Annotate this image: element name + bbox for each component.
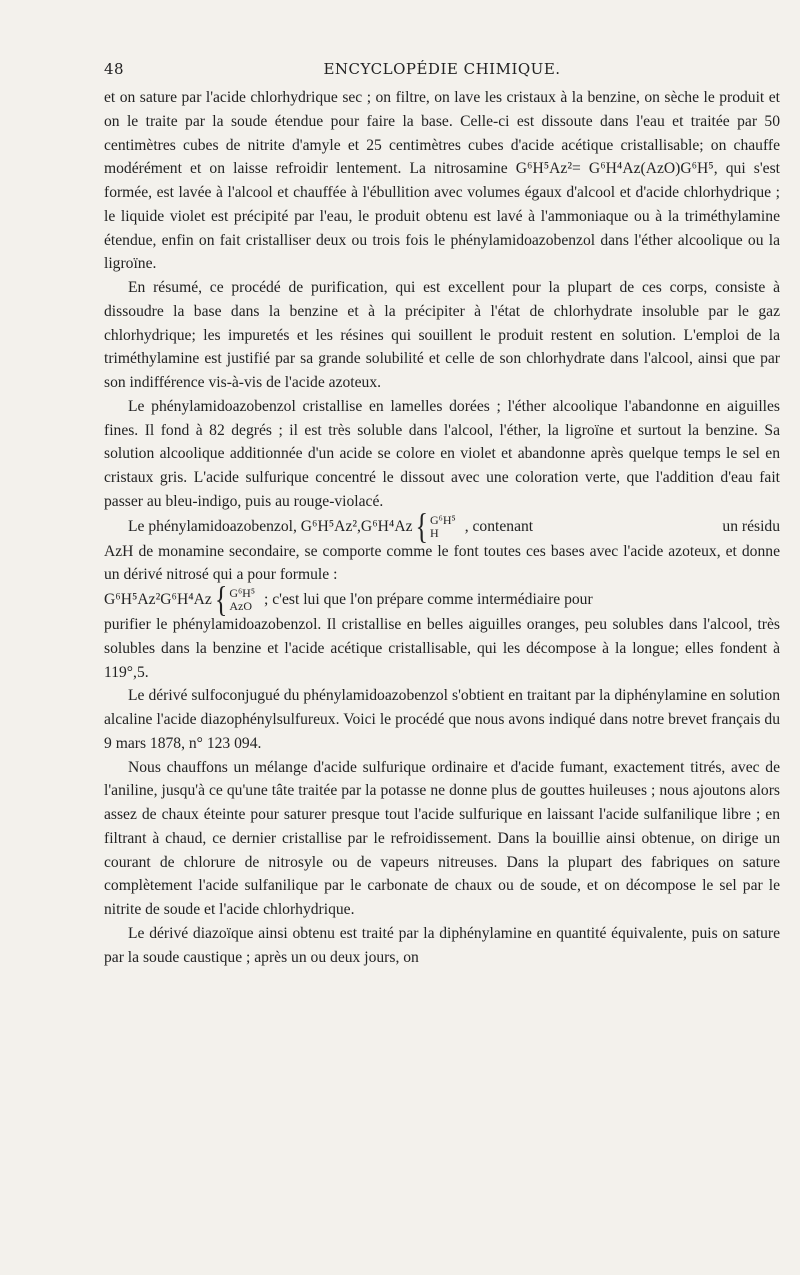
formula-line-1-tail-b: un résidu — [722, 517, 780, 535]
formula-2-stack — [229, 587, 255, 613]
formula-1-stack-bottom: H — [430, 525, 439, 540]
brace-icon: { — [415, 505, 428, 547]
paragraph-7: Nous chauffons un mélange d'acide sulfurique ordinaire et d'acide fumant, exactement titrés, avec de l'aniline, jusqu'à ce qu'une tâte traitée par la potasse ne donne plus de gouttes huileuses ; nous ajoutons alors assez de chaux éteinte pour saturer presque tout l'acide sulfurique en laissant l'acide sulfanilique libre ; en filtrant à chaud, ce dernier cristallise par le refroidissement. Dans la bouillie ainsi obtenue, on dirige un courant de chlorure de nitrosyle ou de vapeurs nitreuses. Dans la plupart des fabriques on sature complètement l'acide sulfanilique par le carbonate de chaux ou de soude, et on décompose le sel par le nitrite de soude et l'acide chlorhydrique. — [104, 758, 780, 918]
formula-line-1-tail-a: , contenant — [464, 517, 534, 535]
paragraph-8: Le dérivé diazoïque ainsi obtenu est traité par la diphénylamine en quantité équivalente, puis on sature par la soude caustique ; après un ou deux jours, on — [104, 924, 780, 966]
brace-icon: { — [214, 579, 228, 620]
paragraph-1: et on sature par l'acide chlorhydrique sec ; on filtre, on lave les cristaux à la benzine, on sèche le produit et on le traite par la soude étendue pour faire la base. Celle-ci est dissoute dans l'eau et traitée par 50 centimètres cubes de nitrite d'amyle et 25 centimètres cubes d'acide acétique cristallisable; on chauffe modérément et on laisse refroidir lentement. La nitrosamine G⁶H⁵Az²= G⁶H⁴Az(AzO)G⁶H⁵, qui s'est formée, est lavée à l'alcool et chauffée à l'ébullition avec volumes égaux d'alcool et d'acide chlorhydrique ; le liquide violet est précipité par l'eau, le produit obtenu est lavé à l'ammoniaque ou à la triméthylamine étendue, enfin on fait cristalliser deux ou trois fois le phénylamidoazobenzol dans l'éther alcoolique ou la ligroïne. — [104, 89, 780, 273]
formula-line-2-tail-text: ; c'est lui que l'on prépare comme intermédiaire pour — [264, 591, 593, 609]
running-title: ENCYCLOPÉDIE CHIMIQUE. — [323, 60, 561, 78]
formula-2-brace-group — [214, 579, 256, 620]
page-number: 48 — [104, 60, 125, 78]
paragraph-5-continuation: purifier le phénylamidoazobenzol. Il cristallise en belles aiguilles oranges, peu solubles dans l'alcool, très solubles dans la benzine et l'acide acétique cristallisable, qui les décompose à la longue; elles fondent à 119°,5. — [104, 616, 780, 681]
formula-line-2-tail — [258, 588, 780, 612]
formula-2-stack-top: G⁶H⁵ — [229, 586, 256, 600]
page-body — [104, 86, 780, 969]
formula-1: G⁶H⁵Az²,G⁶H⁴Az — [300, 517, 413, 535]
formula-line-2 — [104, 579, 780, 620]
formula-2: G⁶H⁵Az²G⁶H⁴Az — [104, 591, 212, 609]
paragraph-4-continuation: AzH de monamine secondaire, se comporte comme le font toutes ces bases avec l'acide azoteux, et donne un dérivé nitrosé qui a pour formule : — [104, 542, 780, 584]
formula-line-1-lead: Le phénylamidoazobenzol, — [128, 517, 297, 535]
formula-line-1-tail — [459, 515, 780, 539]
running-header — [104, 60, 780, 82]
formula-2-stack-bottom: AzO — [229, 599, 252, 613]
paragraph-6: Le dérivé sulfoconjugué du phénylamidoazobenzol s'obtient en traitant par la diphénylamine en solution alcaline l'acide diazophénylsulfureux. Voici le procédé que nous avons indiqué dans notre brevet français du 9 mars 1878, n° 123 094. — [104, 687, 780, 752]
paragraph-3: Le phénylamidoazobenzol cristallise en lamelles dorées ; l'éther alcoolique l'abandonne en aiguilles fines. Il fond à 82 degrés ; il est très soluble dans l'alcool, l'éther, la ligroïne et surtout la benzine. Sa solution alcoolique additionnée d'un acide se colore en violet et abandonne après quelque temps le sel en cristaux gris. L'acide sulfurique concentré le dissout avec une coloration verte, que l'addition d'eau fait passer au bleu-indigo, puis au rouge-violacé. — [104, 397, 780, 510]
paragraph-2: En résumé, ce procédé de purification, qui est excellent pour la plupart de ces corps, consiste à dissoudre la base dans la benzine et à la précipiter à l'état de chlorhydrate insoluble par le gaz chlorhydrique; les impuretés et les résines qui souillent le produit restent en solution. L'emploi de la triméthylamine est justifié par sa grande solubilité et celle de son chlorhydrate dans l'alcool, ainsi que par son indifférence vis-à-vis de l'acide azoteux. — [104, 279, 780, 391]
formula-line-1 — [104, 505, 780, 547]
formula-1-stack-top: G⁶H⁵ — [430, 512, 456, 527]
formula-1-brace-group — [415, 505, 456, 547]
formula-1-stack — [430, 514, 456, 540]
